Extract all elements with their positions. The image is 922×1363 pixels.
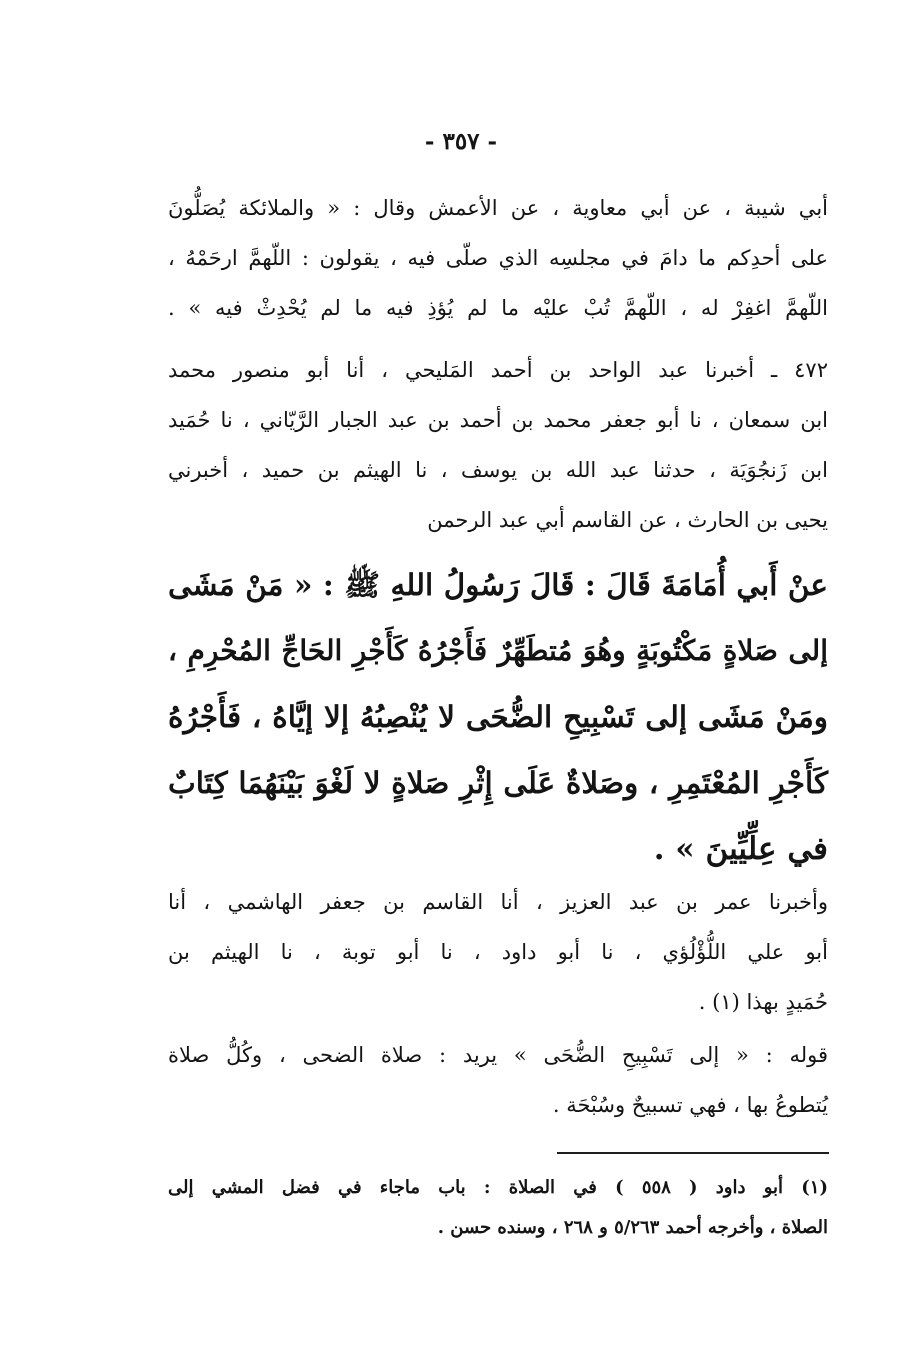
text-line: يُتطوعُ بها ، فهي تسبيحٌ وسُبْحَة . [552,1093,828,1117]
hadith-line: ومَنْ مَشَى إلى تَسْبِيحِ الضُّحَى لا يُنْصِبُهُ إلا إيَّاهُ ، فَأَجْرُهُ [168,699,828,734]
text-line: يحيى بن الحارث ، عن القاسم أبي عبد الرحمن [427,508,828,532]
text-line: أبي شيبة ، عن أبي معاوية ، عن الأعمش وقال : « والملائكة يُصَلُّونَ [168,196,828,220]
text-line: وأخبرنا عمر بن عبد العزيز ، أنا القاسم بن جعفر الهاشمي ، أنا [168,890,828,914]
footnote-line: الصلاة ، وأخرجه أحمد ٥/٢٦٣ و ٢٦٨ ، وسنده حسن . [437,1217,828,1238]
text-line: اللّهمَّ اغفِرْ له ، اللّهمَّ تُبْ عليْه ما لم يُؤذِ فيه ما لم يُحْدِثْ فيه » . [168,296,828,320]
footnote [168,1168,828,1248]
text-line: ابن سمعان ، نا أبو جعفر محمد بن أحمد بن عبد الجبار الرَّيّاني ، نا حُمَيد [168,408,828,432]
isnad-472 [168,345,828,545]
text-line: على أحدِكم ما دامَ في مجلسِه الذي صلّى فيه ، يقولون : اللّهمَّ ارحَمْهُ ، [168,246,828,270]
hadith-line: في عِلِّيِّينَ » . [653,831,828,867]
text-line: أبو علي اللُّؤْلُؤي ، نا أبو داود ، نا أبو توبة ، نا الهيثم بن [168,940,828,964]
hadith-line: عنْ أَبي أُمَامَةَ قَالَ : قَالَ رَسُولُ اللهِ ﷺ : « مَنْ مَشَى [168,567,828,602]
footnote-line: (١) أبو داود ( ٥٥٨ ) في الصلاة : باب ماجاء في فضل المشي إلى [168,1177,828,1198]
page-number: - ٣٥٧ - [424,128,498,155]
text-line: قوله : « إلى تَسْبِيحِ الضُّحَى » يريد : صلاة الضحى ، وكُلُّ صلاة [168,1043,828,1067]
commentary [168,1030,828,1130]
hadith-line: إلى صَلاةٍ مَكْتُوبَةٍ وهُوَ مُتطَهِّرٌ فَأَجْرُهُ كَأَجْرِ الحَاجِّ المُحْرِمِ ، [168,634,828,667]
hadith-text [168,552,828,882]
text-line: ابن زَنجُوَيَة ، حدثنا عبد الله بن يوسف ، نا الهيثم بن حميد ، أخبرني [168,458,828,482]
hadith-line: كَأَجْرِ المُعْتَمِرِ ، وصَلاةٌ عَلَى إِثْرِ صَلاةٍ لا لَغْوَ بَيْنَهُمَا كِتَابٌ [168,765,828,800]
isnad-second [168,877,828,1027]
text-line: ٤٧٢ ـ أخبرنا عبد الواحد بن أحمد المَليحي ، أنا أبو منصور محمد [168,358,828,382]
text-line: حُمَيدٍ بهذا (١) . [698,990,828,1014]
isnad-continuation [168,183,828,333]
footnote-divider [557,1152,829,1154]
